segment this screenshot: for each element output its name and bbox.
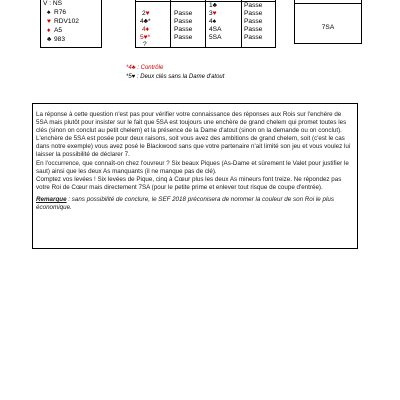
bid-cell: 1♣ bbox=[209, 2, 217, 9]
bidding-notes bbox=[126, 64, 224, 82]
note-line bbox=[126, 64, 224, 73]
bid-cell: 5SA bbox=[209, 34, 222, 41]
bid-cell: Passe bbox=[174, 34, 193, 41]
spade-icon: ♠ bbox=[47, 9, 51, 16]
bid-cell: Passe bbox=[174, 18, 193, 25]
hand-row-spades bbox=[47, 9, 66, 16]
note-line bbox=[126, 73, 224, 82]
bidding-table bbox=[135, 0, 276, 48]
bidding-column-divider bbox=[205, 0, 206, 48]
bid-cell: Passe bbox=[174, 10, 193, 17]
vulnerability-label: V : NS bbox=[43, 0, 63, 7]
bid-cell: 3♥ bbox=[209, 10, 217, 17]
hand-cards-diamonds: A5 bbox=[54, 27, 63, 34]
commentary-paragraph: La réponse à cette question n'est pas pour vérifier votre connaissance des réponses aux Rois sur l'enchère de 5SA mais plutôt pour insister sur le fait que 5SA est toujours une enchère de grand chelem qui promet toutes les clés (sinon on conclut au petit chelem) et la présence de la Dame d'atout (sinon on la demande ou on conclut). L'enchère de 5SA est posée pour deux raisons, soit vous avez des ambitions de grand chelem, soit (c'est le cas dans notre exemple) vous avez posé le Blackwood sans que votre partenaire n'ait limité son jeu et vous voulez lui laisser la possibilité de déclarer 7. bbox=[36, 111, 351, 159]
bid-cell: 2♥ bbox=[142, 10, 150, 17]
diamond-icon: ♦ bbox=[47, 27, 51, 34]
hand-row-diamonds bbox=[47, 27, 62, 34]
hand-cards-hearts: RDV102 bbox=[54, 18, 79, 25]
bid-cell: 4SA bbox=[209, 26, 222, 33]
commentary-box bbox=[32, 103, 358, 249]
hand-cards-clubs: 983 bbox=[54, 36, 66, 43]
hand-cards-spades: R76 bbox=[54, 9, 67, 16]
commentary-paragraph: En l'occurrence, que connaît-on chez l'ouvreur ? Six beaux Piques (As-Dame et sûrement le Valet pour justifier le saut) ainsi que les deux As manquants (il ne manque pas de clé). bbox=[36, 159, 349, 175]
suit-icon: ♥ bbox=[212, 10, 217, 17]
remark-label: Remarque bbox=[36, 195, 67, 203]
bid-cell: 5♥* bbox=[140, 34, 151, 41]
answer-text: 7SA bbox=[321, 24, 335, 31]
bid-cell: Passe bbox=[244, 2, 263, 9]
hand-diagram bbox=[40, 0, 102, 48]
bid-cell: Passe bbox=[174, 26, 193, 33]
bid-cell: Passe bbox=[244, 10, 263, 17]
commentary-remark bbox=[36, 196, 354, 212]
hand-row-hearts bbox=[47, 18, 79, 25]
bidding-column-divider bbox=[241, 0, 242, 48]
note-text: *5♥ : Deux clés sans la Dame d'atout bbox=[126, 74, 225, 80]
bid-cell: Passe bbox=[244, 18, 263, 25]
note-text: *4♣ : Contrôle bbox=[126, 65, 164, 71]
commentary-paragraph: Comptez vos levées ! Six levées de Pique, cinq à Cœur plus les deux As mineurs font treize. Ne répondez pas votre Roi de Cœur mais directement 7SA (pour le petite prime et enlever tout risque de coupe d'entrée). bbox=[36, 175, 342, 191]
answer-box bbox=[294, 0, 362, 44]
suit-icon: ♥ bbox=[145, 10, 150, 17]
bid-cell: 4♠ bbox=[209, 18, 217, 25]
club-icon: ♣ bbox=[47, 36, 52, 43]
hand-row-clubs bbox=[47, 36, 65, 43]
answer-box-rule bbox=[295, 3, 361, 4]
bid-cell: Passe bbox=[244, 34, 263, 41]
remark-text: : sans possibilité de conclure, le SEF 2018 préconisera de nommer la couleur de son Roi le plus économique. bbox=[36, 195, 334, 212]
bid-cell: 4♣* bbox=[140, 18, 151, 25]
bid-cell: ? bbox=[143, 41, 147, 48]
bid-cell: 4♦ bbox=[142, 26, 150, 33]
heart-icon: ♥ bbox=[47, 18, 51, 25]
bid-cell: Passe bbox=[244, 26, 263, 33]
bidding-column-divider bbox=[170, 0, 171, 48]
